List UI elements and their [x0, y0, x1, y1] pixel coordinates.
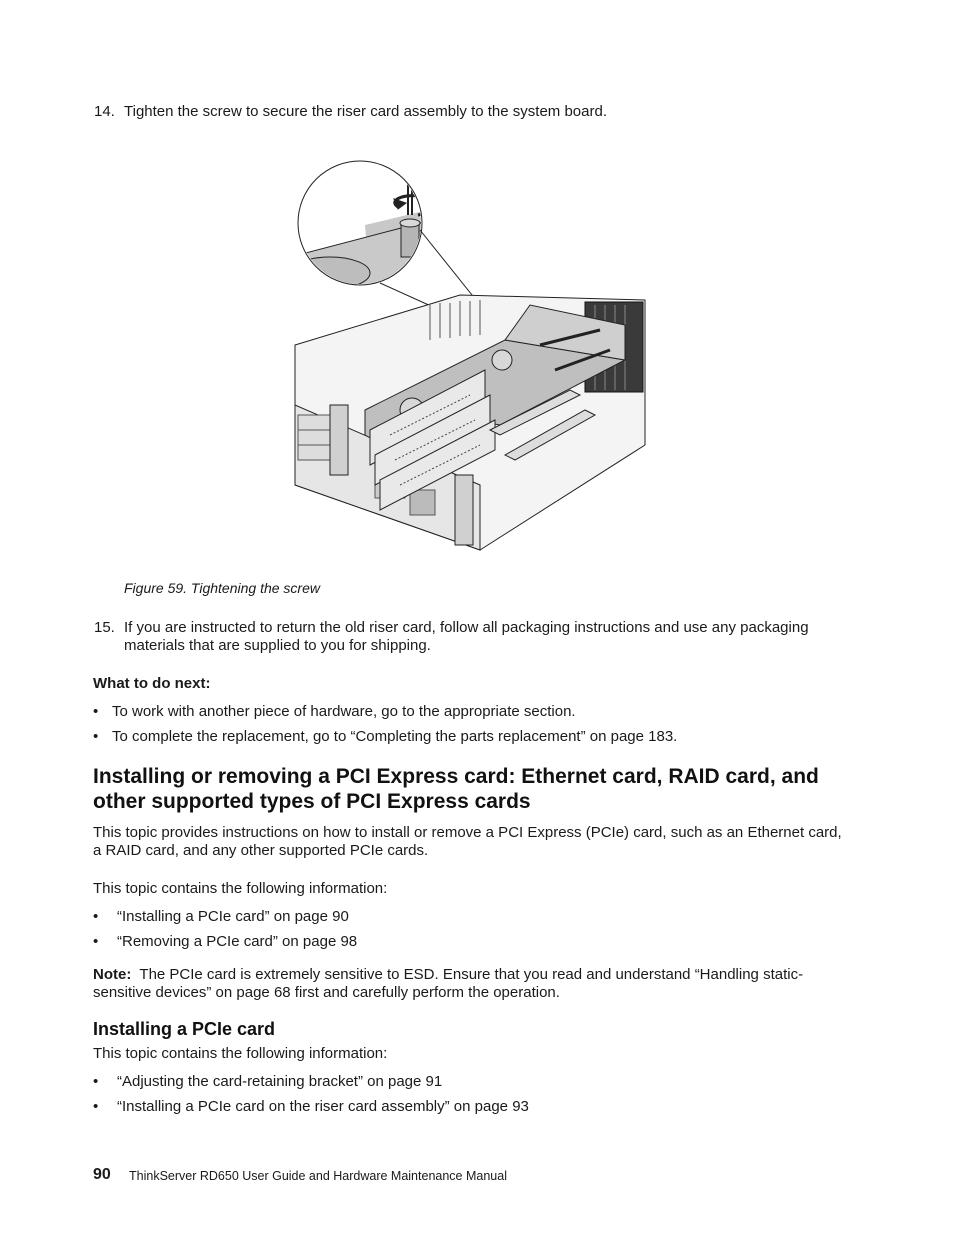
list-item: •: [93, 1098, 99, 1115]
list-item: •: [93, 703, 99, 720]
note-text: The PCIe card is extremely sensitive to ESD. Ensure that you read and understand “Handling static-sensitive devices” on page 68 first and carefully perform the operation.: [93, 966, 804, 1001]
section-contains: This topic contains the following information:: [93, 880, 388, 897]
step-text: If you are instructed to return the old riser card, follow all packaging instructions and use any packaging materials that are supplied to you for shipping.: [124, 619, 809, 654]
list-item-text: To work with another piece of hardware, go to the appropriate section.: [112, 703, 576, 720]
note: [93, 966, 833, 1002]
list-item: •: [93, 1073, 99, 1090]
list-item-text: “Adjusting the card-retaining bracket” on page 91: [117, 1073, 443, 1090]
note-label: Note:: [93, 966, 132, 983]
section-intro: This topic provides instructions on how to install or remove a PCI Express (PCIe) card, such as an Ethernet card, a RAID card, and any other supported PCIe cards.: [93, 824, 842, 859]
step-number: 14.: [94, 103, 115, 120]
page-number: 90: [93, 1166, 111, 1183]
manual-title: ThinkServer RD650 User Guide and Hardware Maintenance Manual: [129, 1169, 507, 1183]
figure-caption: Figure 59. Tightening the screw: [124, 580, 320, 596]
step-text: Tighten the screw to secure the riser card assembly to the system board.: [124, 103, 607, 120]
list-item: •: [93, 728, 99, 745]
subsection-contains: This topic contains the following information:: [93, 1045, 388, 1062]
section-title: Installing or removing a PCI Express card: Ethernet card, RAID card, and other supported types of PCI Express cards: [93, 765, 819, 813]
list-item-text: “Installing a PCIe card on the riser card assembly” on page 93: [117, 1098, 529, 1115]
step-number: 15.: [94, 619, 115, 636]
list-item-text: “Removing a PCIe card” on page 98: [117, 933, 358, 950]
riser-card-illustration: [290, 155, 650, 555]
list-item-text: “Installing a PCIe card” on page 90: [117, 908, 349, 925]
what-to-do-next-heading: [93, 675, 210, 693]
list-item: •: [93, 933, 99, 950]
list-item-text: To complete the replacement, go to “Completing the parts replacement” on page 183.: [112, 728, 678, 745]
list-item: •: [93, 908, 99, 925]
heading-text: What to do next:: [93, 675, 211, 692]
subsection-title: Installing a PCIe card: [93, 1019, 276, 1039]
